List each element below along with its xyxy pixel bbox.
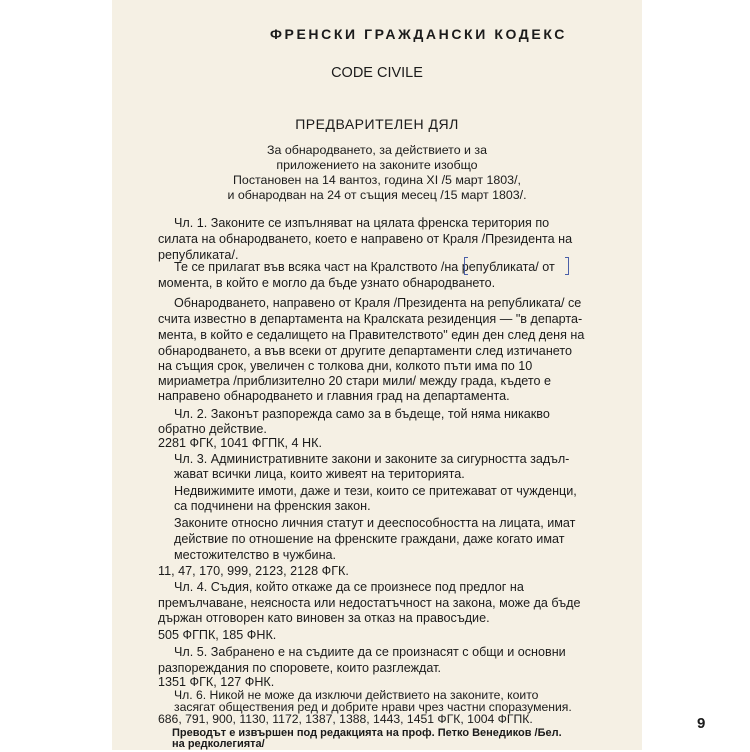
article-3-text: Недвижимите имоти, даже и тези, които се притежават от чужденци,	[174, 484, 577, 498]
article-1-text: момента, в който е могло да бъде узнато обнародването.	[158, 276, 496, 290]
article-3-text: са подчинени на френския закон.	[174, 499, 371, 513]
article-4-text: държан отговорен като виновен за отказ на правосъдие.	[158, 611, 490, 625]
article-3-text: действие по отношение на френските граждани, даже когато имат	[174, 532, 565, 546]
article-1-text: счита известно в департамента на Кралската резиденция — "в департа-	[158, 312, 583, 326]
article-1-text: Обнародването, направено от Краля /Президента на републиката/ се	[174, 296, 582, 310]
article-1-text: обнародването, а във всеки от другите департаменти след изтичането	[158, 344, 572, 358]
cross-reference: 2281 ФГК, 1041 ФГПК, 4 НК.	[158, 436, 322, 450]
article-2-text: обратно действие.	[158, 422, 267, 436]
cross-reference: 11, 47, 170, 999, 2123, 2128 ФГК.	[158, 564, 349, 578]
article-3-text: Чл. 3. Административните закони и законите за сигурността задъл-	[174, 452, 570, 466]
pen-bracket-mark	[464, 257, 468, 275]
article-1-text: Чл. 1. Законите се изпълняват на цялата френска територия по	[174, 216, 550, 230]
article-1-text: мента, в който е седалището на Правителството" един ден след деня на	[158, 328, 585, 342]
preamble-line: и обнародван на 24 от същия месец /15 март 1803/.	[227, 188, 527, 202]
pen-bracket-mark	[565, 257, 569, 275]
preamble-line: За обнародването, за действието и за	[267, 143, 487, 157]
preamble-line: приложението на законите изобщо	[276, 158, 478, 172]
footnote-line: на редколегията/	[172, 738, 265, 750]
article-3-text: Законите относно личния статут и дееспособността на лицата, имат	[174, 516, 576, 530]
article-1-text: силата на обнародването, което е направено от Краля /Президента на	[158, 232, 573, 246]
article-1-text: направено обнародването и главния град на департамента.	[158, 389, 510, 403]
article-1-text: Те се прилагат във всяка част на Кралството /на републиката/ от	[174, 260, 555, 274]
article-6-text: Чл. 6. Никой не може да изключи действието на законите, които	[174, 688, 539, 702]
article-2-text: Чл. 2. Законът разпорежда само за в бъдеще, той няма никакво	[174, 407, 550, 421]
article-3-text: жават всички лица, които живеят на територията.	[174, 467, 465, 481]
page-number: 9	[697, 715, 706, 732]
preamble-line: Постановен на 14 вантоз, година XI /5 март 1803/,	[233, 173, 521, 187]
article-4-text: премълчаване, неясноста или недостатъчност на закона, може да бъде	[158, 596, 581, 610]
article-3-text: местожителство в чужбина.	[174, 548, 337, 562]
book-page	[112, 0, 706, 750]
article-1-text: републиката/.	[158, 248, 239, 262]
cross-reference: 505 ФГПК, 185 ФНК.	[158, 628, 277, 642]
code-title: ФРЕНСКИ ГРАЖДАНСКИ КОДЕКС	[270, 26, 567, 42]
article-5-text: разпореждания по споровете, които разглеждат.	[158, 661, 441, 675]
section-title: ПРЕДВАРИТЕЛЕН ДЯЛ	[295, 116, 459, 132]
article-1-text: на същия срок, увеличен с толкова дни, колкото пъти има по 10	[158, 359, 533, 373]
code-subtitle: CODE CIVILE	[331, 65, 423, 81]
cross-reference: 1351 ФГК, 127 ФНК.	[158, 675, 275, 689]
article-5-text: Чл. 5. Забранено е на съдиите да се произнасят с общи и основни	[174, 645, 566, 659]
article-1-text: мириаметра /приблизително 20 стари мили/ между града, където е	[158, 374, 552, 388]
article-4-text: Чл. 4. Съдия, който откаже да се произнесе под предлог на	[174, 580, 524, 594]
footnote-line: Преводът е извършен под редакцията на проф. Петко Венедиков /Бел.	[172, 727, 562, 739]
cross-reference: 686, 791, 900, 1130, 1172, 1387, 1388, 1443, 1451 ФГК, 1004 ФГПК.	[158, 712, 533, 726]
article-6-text: засягат обществения ред и добрите нрави чрез частни споразумения.	[174, 700, 572, 714]
